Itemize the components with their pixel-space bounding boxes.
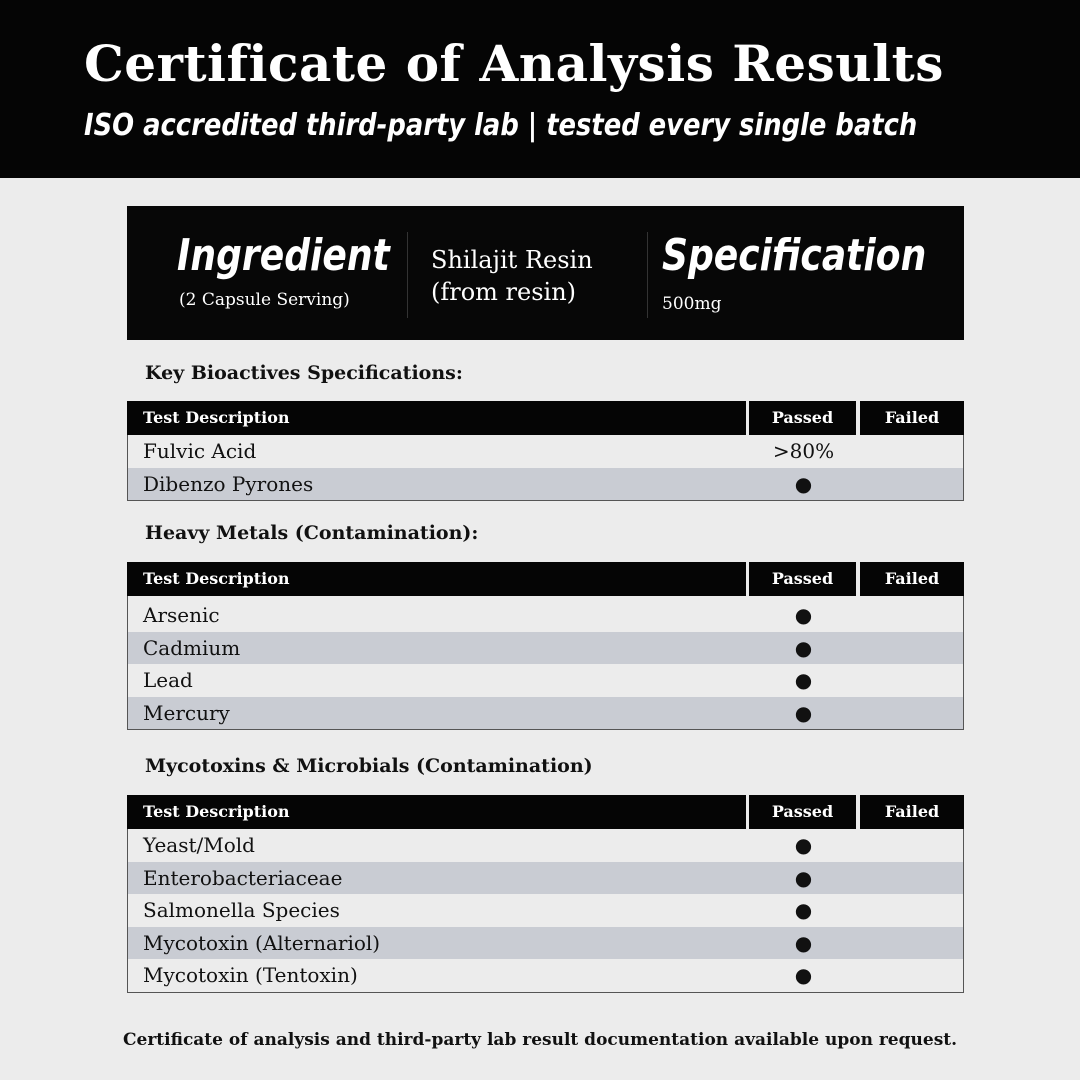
test-name: Cadmium <box>143 635 241 660</box>
header-banner <box>0 0 1080 178</box>
test-name: Fulvic Acid <box>143 439 257 463</box>
table-row <box>128 435 963 468</box>
page-subtitle: ISO accredited third-party lab | tested every single batch <box>84 108 918 143</box>
passed-value: ● <box>794 471 813 496</box>
specification-heading: Specification <box>662 230 927 281</box>
passed-value: ● <box>794 603 813 627</box>
test-name: Enterobacteriaceae <box>143 865 343 890</box>
table-heavy-metals <box>127 562 964 730</box>
table-row <box>128 894 963 927</box>
table-header <box>127 795 964 829</box>
table-mycotoxins <box>127 795 964 993</box>
table-bioactives <box>127 401 964 501</box>
page-title: Certificate of Analysis Results <box>84 34 944 93</box>
col-passed: Passed <box>749 795 856 829</box>
test-name: Salmonella Species <box>143 898 340 922</box>
table-row <box>128 862 963 895</box>
test-name: Mycotoxin (Alternariol) <box>143 930 381 955</box>
specification-value: 500mg <box>662 294 722 314</box>
table-header <box>127 401 964 435</box>
table-header <box>127 562 964 596</box>
table-row <box>128 632 963 665</box>
table-row <box>128 664 963 697</box>
table-body <box>127 829 964 993</box>
col-test-description: Test Description <box>127 401 746 435</box>
test-name: Arsenic <box>143 603 220 627</box>
test-name: Mycotoxin (Tentoxin) <box>143 963 358 987</box>
section-title-bioactives: Key Bioactives Specifications: <box>145 362 463 384</box>
table-body <box>127 435 964 501</box>
col-passed: Passed <box>749 401 856 435</box>
table-row <box>128 468 963 501</box>
test-name: Yeast/Mold <box>143 833 255 857</box>
footer-note: Certificate of analysis and third-party lab result documentation available upon request. <box>122 1030 958 1050</box>
table-row <box>128 829 963 862</box>
col-failed: Failed <box>860 562 964 596</box>
passed-value: ● <box>794 668 813 692</box>
passed-value: ● <box>794 833 813 857</box>
passed-value: ● <box>794 635 813 660</box>
passed-value: >80% <box>772 439 835 463</box>
passed-value: ● <box>794 898 813 922</box>
col-test-description: Test Description <box>127 795 746 829</box>
serving-size: (2 Capsule Serving) <box>179 290 350 310</box>
ingredient-name <box>431 244 641 308</box>
table-row <box>128 697 963 730</box>
table-body <box>127 596 964 730</box>
ingredient-name-line2: (from resin) <box>431 278 577 306</box>
divider <box>407 232 408 318</box>
section-title-mycotoxins: Mycotoxins & Microbials (Contamination) <box>145 755 593 777</box>
passed-value: ● <box>794 700 813 725</box>
table-row <box>128 927 963 960</box>
col-failed: Failed <box>860 401 964 435</box>
test-name: Dibenzo Pyrones <box>143 471 314 496</box>
test-name: Lead <box>143 668 193 692</box>
col-failed: Failed <box>860 795 964 829</box>
passed-value: ● <box>794 930 813 955</box>
table-row <box>128 959 963 992</box>
passed-value: ● <box>794 865 813 890</box>
col-passed: Passed <box>749 562 856 596</box>
test-name: Mercury <box>143 700 230 725</box>
col-test-description: Test Description <box>127 562 746 596</box>
divider <box>647 232 648 318</box>
table-row <box>128 599 963 632</box>
passed-value: ● <box>794 963 813 987</box>
section-title-heavy-metals: Heavy Metals (Contamination): <box>145 522 479 544</box>
ingredient-name-line1: Shilajit Resin <box>431 246 593 274</box>
ingredient-box <box>127 206 964 340</box>
ingredient-heading: Ingredient <box>177 230 390 281</box>
